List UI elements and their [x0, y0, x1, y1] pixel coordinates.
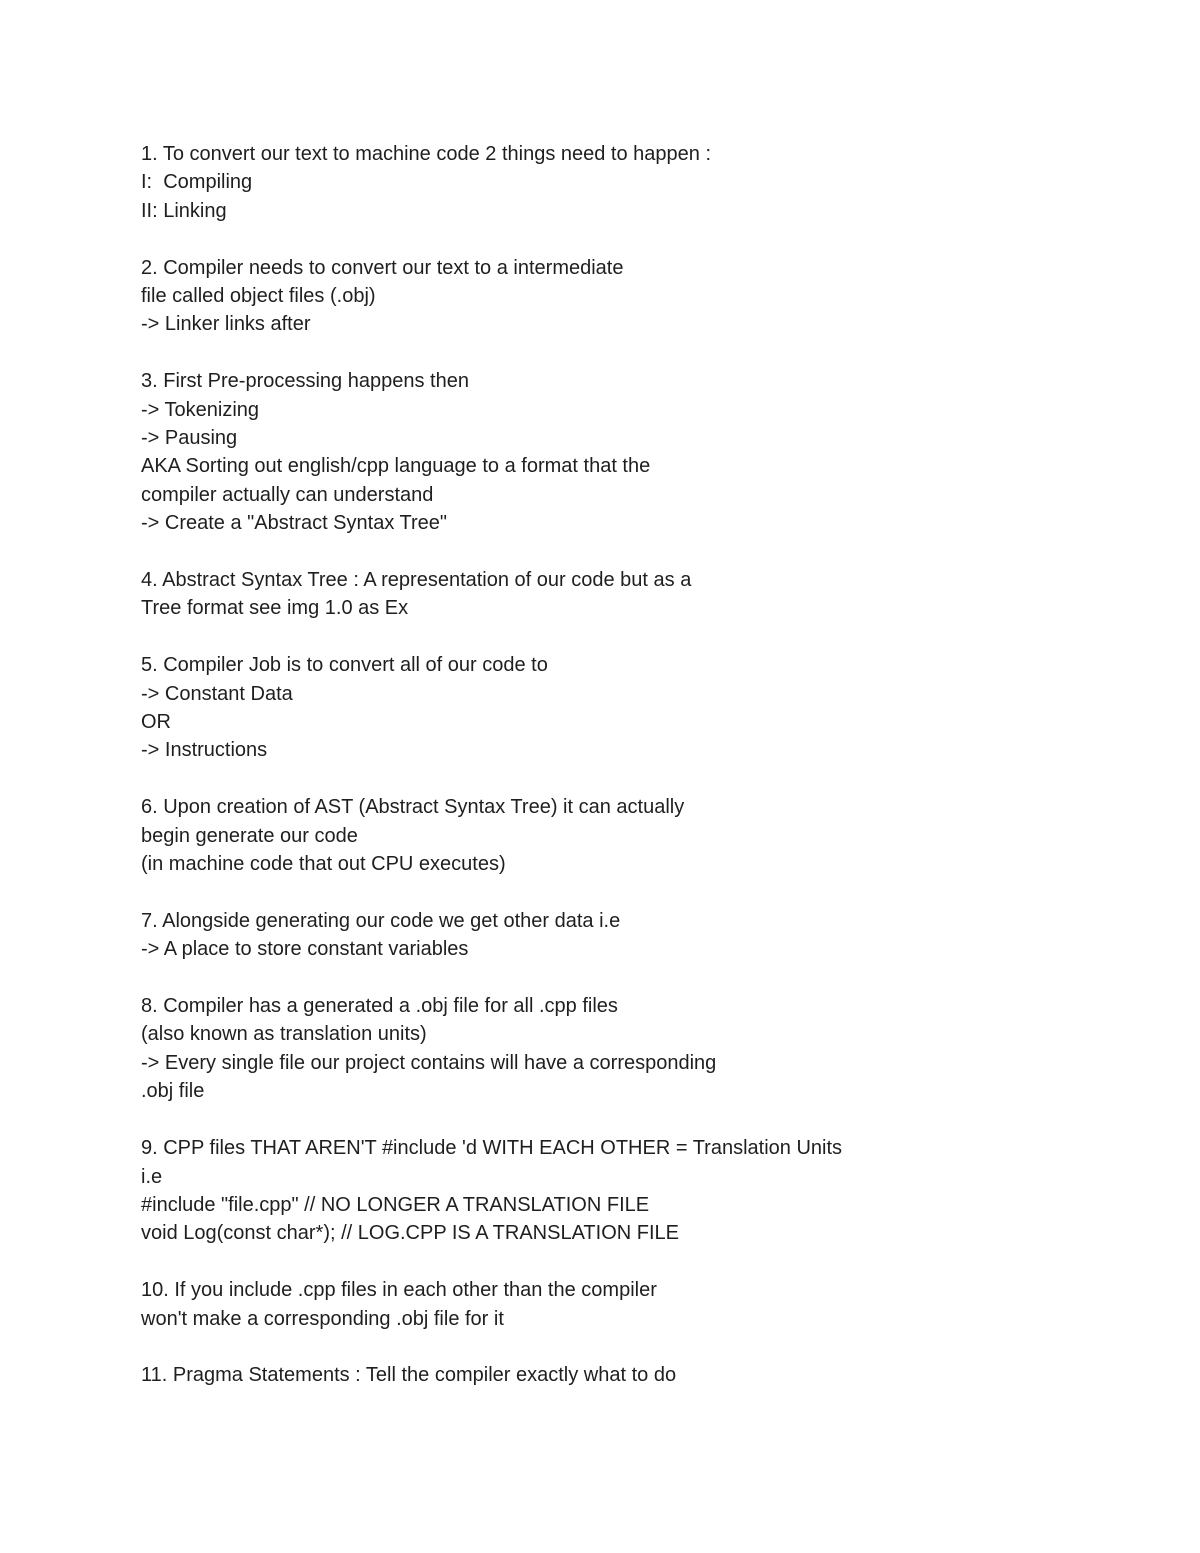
- note-line: -> Every single file our project contains will have a corresponding: [141, 1051, 717, 1074]
- note-line: (also known as translation units): [141, 1023, 427, 1046]
- note-line: 7. Alongside generating our code we get other data i.e: [141, 909, 621, 932]
- note-line: I: Compiling: [141, 171, 253, 194]
- note-9: [141, 1134, 1041, 1248]
- note-line: -> Create a "Abstract Syntax Tree": [141, 512, 447, 535]
- note-line: 6. Upon creation of AST (Abstract Syntax Tree) it can actually: [141, 796, 685, 819]
- note-line: file called object files (.obj): [141, 285, 376, 308]
- note-line: -> Constant Data: [141, 682, 293, 705]
- note-line: void Log(const char*); // LOG.CPP IS A TRANSLATION FILE: [141, 1222, 679, 1245]
- note-line: -> Tokenizing: [141, 398, 260, 421]
- note-line: (in machine code that out CPU executes): [141, 853, 506, 876]
- note-1: [141, 140, 1041, 225]
- note-10: [141, 1276, 1041, 1333]
- note-8: [141, 992, 1041, 1106]
- note-line: compiler actually can understand: [141, 483, 434, 506]
- note-line: 5. Compiler Job is to convert all of our code to: [141, 654, 548, 677]
- note-line: 1. To convert our text to machine code 2 things need to happen :: [141, 143, 712, 165]
- note-line: Tree format see img 1.0 as Ex: [141, 597, 409, 620]
- note-7: [141, 907, 1041, 964]
- note-line: won't make a corresponding .obj file for it: [141, 1307, 504, 1330]
- note-line: 8. Compiler has a generated a .obj file for all .cpp files: [141, 995, 618, 1018]
- note-line: -> A place to store constant variables: [141, 938, 469, 961]
- note-line: -> Pausing: [141, 427, 238, 450]
- note-line: 9. CPP files THAT AREN'T #include 'd WITH EACH OTHER = Translation Units: [141, 1137, 843, 1160]
- note-line: 4. Abstract Syntax Tree : A representation of our code but as a: [141, 569, 692, 592]
- note-line: #include "file.cpp" // NO LONGER A TRANSLATION FILE: [141, 1193, 650, 1216]
- note-line: begin generate our code: [141, 824, 358, 847]
- note-2: [141, 254, 1041, 339]
- note-line: i.e: [141, 1165, 163, 1188]
- note-3: [141, 367, 1041, 537]
- note-4: [141, 566, 1041, 623]
- note-line: II: Linking: [141, 199, 227, 222]
- note-line: OR: [141, 711, 171, 734]
- note-5: [141, 651, 1041, 765]
- note-11: [141, 1361, 1041, 1389]
- note-line: 2. Compiler needs to convert our text to a intermediate: [141, 256, 624, 279]
- note-line: 11. Pragma Statements : Tell the compiler exactly what to do: [141, 1364, 677, 1387]
- note-line: 3. First Pre-processing happens then: [141, 370, 469, 393]
- note-line: .obj file: [141, 1080, 205, 1103]
- note-line: AKA Sorting out english/cpp language to a format that the: [141, 455, 651, 478]
- note-6: [141, 793, 1041, 878]
- note-line: -> Instructions: [141, 739, 268, 762]
- document-content: [141, 140, 1041, 1418]
- note-line: -> Linker links after: [141, 313, 311, 336]
- note-line: 10. If you include .cpp files in each other than the compiler: [141, 1279, 657, 1302]
